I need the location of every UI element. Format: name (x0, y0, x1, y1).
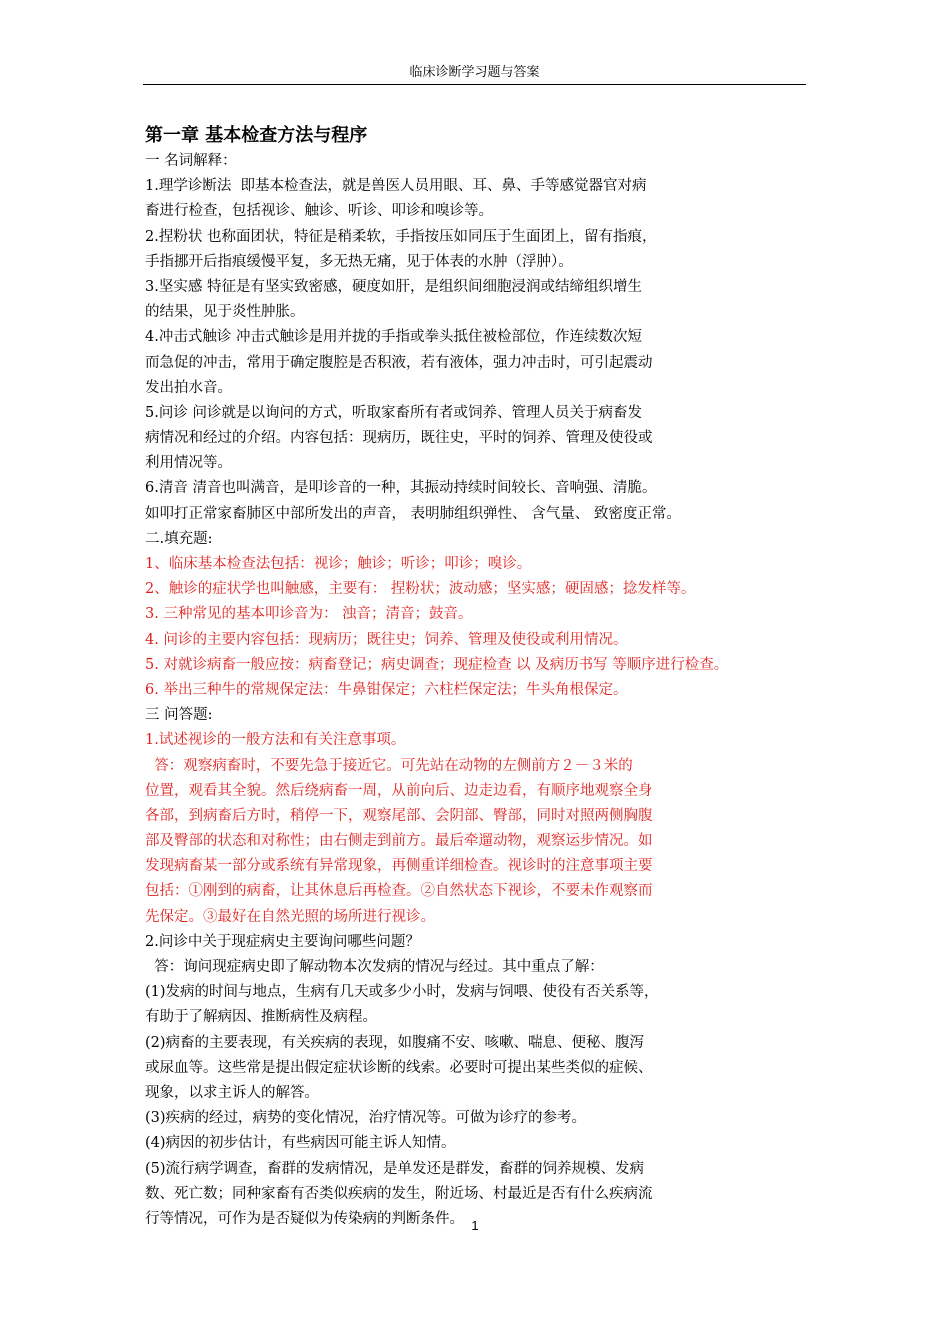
text-line: 5. 对就诊病畜一般应按：病畜登记；病史调查；现症检查 以 及病历书写 等顺序进行检查。 (145, 656, 729, 673)
chapter-title: 第一章 基本检查方法与程序 (145, 125, 368, 146)
text-line: (2)病畜的主要表现，有关疾病的表现，如腹痛不安、咳嗽、喘息、便秘、腹泻 (145, 1034, 645, 1051)
text-line: 2.问诊中关于现症病史主要询问哪些问题？ (145, 933, 420, 950)
text-line: (4)病因的初步估计，有些病因可能主诉人知情。 (145, 1135, 456, 1152)
text-line: 病情况和经过的介绍。内容包括：现病历，既往史，平时的饲养、管理及使役或 (145, 430, 653, 447)
page-number: 1 (471, 1218, 479, 1233)
text-line: 或尿血等。这些常是提出假定症状诊断的线索。必要时可提出某些类似的症候、 (145, 1059, 653, 1076)
text-line: 1.试述视诊的一般方法和有关注意事项。 (145, 732, 406, 749)
text-line: 6. 举出三种牛的常规保定法：牛鼻钳保定；六柱栏保定法；牛头角根保定。 (145, 681, 628, 698)
text-line: 部及臀部的状态和对称性；由右侧走到前方。最后牵遛动物，观察运步情况。如 (145, 833, 653, 850)
text-line: 3.坚实感 特征是有坚实致密感，硬度如肝，是组织间细胞浸润或结缔组织增生 (145, 278, 642, 295)
body-lines (145, 149, 805, 1232)
text-line: 答：观察病畜时，不要先急于接近它。可先站在动物的左侧前方２－３米的 (145, 757, 633, 774)
text-line: 1、临床基本检查法包括：视诊；触诊；听诊；叩诊；嗅诊。 (145, 556, 532, 572)
text-line: 二.填充题: (145, 530, 213, 547)
text-line: 利用情况等。 (145, 455, 232, 472)
text-line: 5.问诊 问诊就是以询问的方式，听取家畜所有者或饲养、管理人员关于病畜发 (145, 404, 642, 421)
text-line: 1.理学诊断法 即基本检查法，就是兽医人员用眼、耳、鼻、手等感觉器官对病 (145, 178, 647, 195)
text-line: (3)疾病的经过，病势的变化情况，治疗情况等。可做为诊疗的参考。 (145, 1110, 587, 1127)
text-line: 如叩打正常家畜肺区中部所发出的声音， 表明肺组织弹性、 含气量、 致密度正常。 (145, 505, 681, 522)
text-line: 发现病畜某一部分或系统有异常现象，再侧重详细检查。视诊时的注意事项主要 (145, 858, 653, 875)
text-line: 4.冲击式触诊 冲击式触诊是用并拢的手指或拳头抵住被检部位，作连续数次短 (145, 329, 642, 346)
text-line: 6.清音 清音也叫满音，是叩诊音的一种，其振动持续时间较长、音响强、清脆。 (145, 480, 657, 497)
text-line: 发出拍水音。 (145, 379, 232, 396)
text-line: 3. 三种常见的基本叩诊音为： 浊音；清音；鼓音。 (145, 606, 473, 623)
page-header-title: 临床诊断学习题与答案 (409, 65, 540, 80)
text-line: 答：询问现症病史即了解动物本次发病的情况与经过。其中重点了解： (145, 959, 604, 975)
text-line: 而急促的冲击，常用于确定腹腔是否积液，若有液体，强力冲击时，可引起震动 (145, 354, 653, 371)
text-line: 有助于了解病因、推断病性及病程。 (145, 1009, 377, 1026)
text-line: 的结果，见于炎性肿胀。 (145, 304, 305, 321)
text-line: 一 名词解释： (145, 153, 237, 169)
header-divider (143, 84, 806, 85)
text-line: 2.捏粉状 也称面团状，特征是稍柔软，手指按压如同压于生面团上，留有指痕， (145, 228, 657, 245)
text-line: 手指挪开后指痕缓慢平复，多无热无痛，见于体表的水肿（浮肿）。 (145, 253, 573, 270)
text-line: 4. 问诊的主要内容包括：现病历；既往史；饲养、管理及使役或利用情况。 (145, 631, 628, 648)
text-line: 三 问答题: (145, 707, 213, 724)
text-line: 位置，观看其全貌。然后绕病畜一周，从前向后、边走边看，有顺序地观察全身 (145, 782, 653, 799)
text-line: (5)流行病学调查，畜群的发病情况，是单发还是群发，畜群的饲养规模、发病 (145, 1160, 645, 1177)
text-line: 先保定。③最好在自然光照的场所进行视诊。 (145, 908, 435, 925)
text-line: (1)发病的时间与地点，生病有几天或多少小时，发病与饲喂、使役有否关系等， (145, 984, 659, 1001)
text-line: 包括：①刚到的病畜，让其休息后再检查。②自然状态下视诊，不要未作观察而 (145, 883, 653, 900)
text-line: 2、触诊的症状学也叫触感，主要有： 捏粉状；波动感；坚实感；硬固感；捻发样等。 (145, 581, 696, 598)
text-line: 各部，到病畜后方时，稍停一下，观察尾部、会阴部、臀部，同时对照两侧胸腹 (145, 807, 653, 824)
text-line: 畜进行检查，包括视诊、触诊、听诊、叩诊和嗅诊等。 (145, 203, 493, 220)
page-content (145, 123, 805, 1232)
text-line: 数、死亡数；同种家畜有否类似疾病的发生，附近场、村最近是否有什么疾病流 (145, 1185, 653, 1202)
text-line: 行等情况，可作为是否疑似为传染病的判断条件。 (145, 1210, 464, 1227)
text-line: 现象，以求主诉人的解答。 (145, 1084, 319, 1101)
